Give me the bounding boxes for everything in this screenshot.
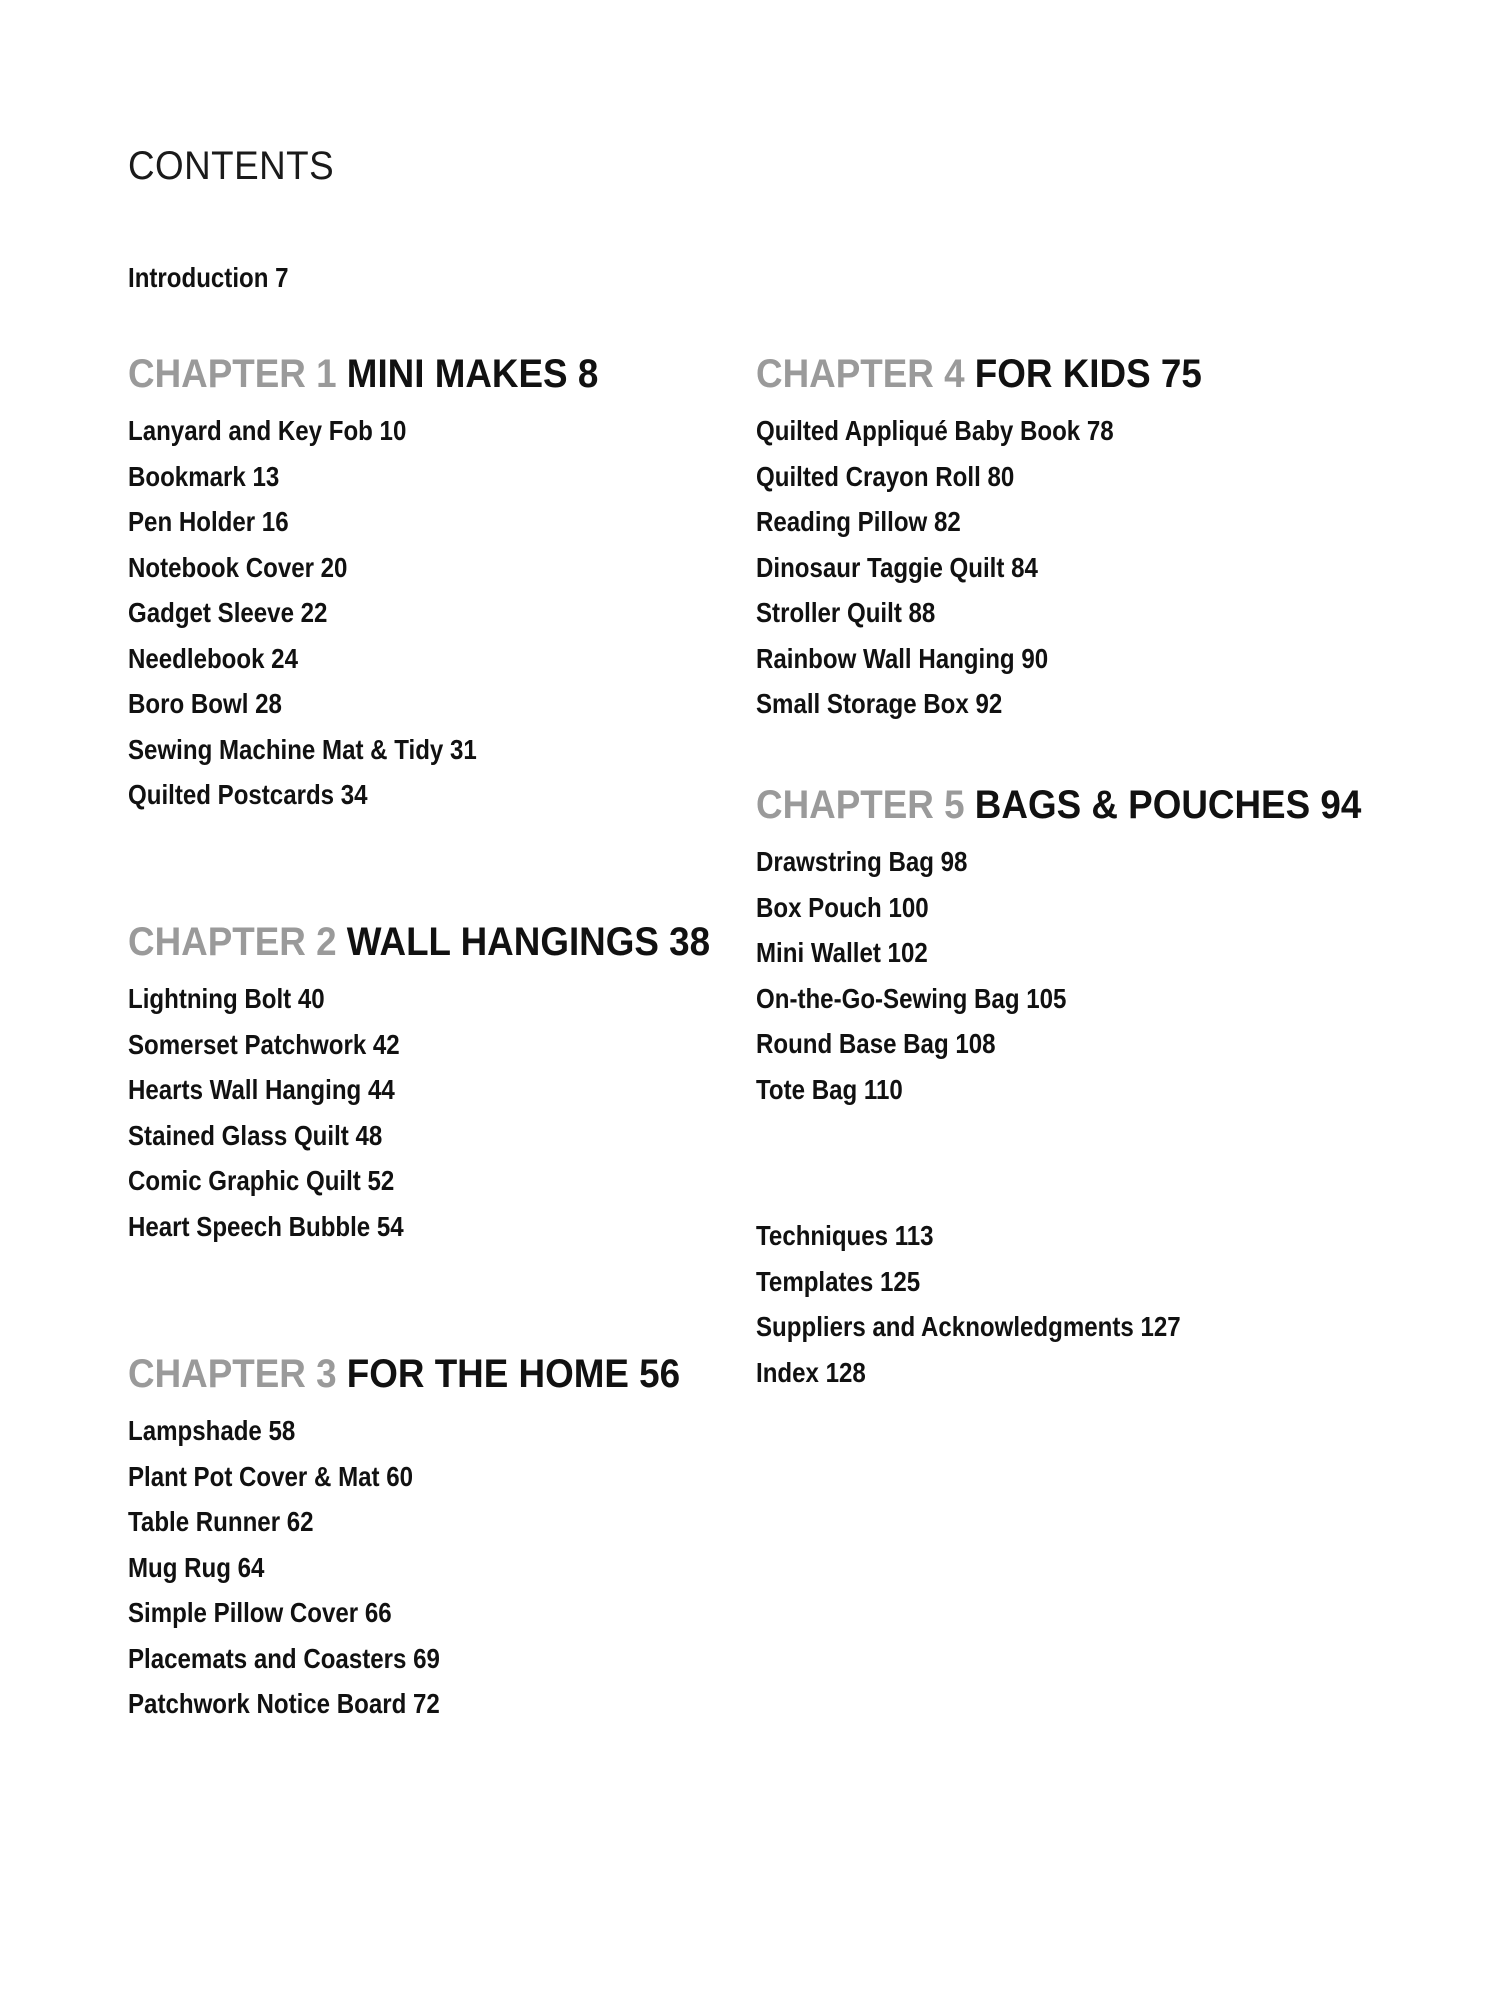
toc-entry[interactable]: Placemats and Coasters 69 — [128, 1642, 440, 1674]
chapter-heading[interactable] — [128, 1350, 680, 1398]
toc-entry[interactable]: Hearts Wall Hanging 44 — [128, 1074, 395, 1105]
toc-entry[interactable]: Mini Wallet 102 — [756, 937, 928, 968]
toc-entry[interactable]: Dinosaur Taggie Quilt 84 — [756, 551, 1038, 583]
chapter-heading[interactable] — [128, 350, 598, 398]
chapter-label: CHAPTER 5 — [756, 783, 965, 827]
toc-entry-suppliers[interactable]: Suppliers and Acknowledgments 127 — [756, 1311, 1181, 1342]
chapter-name: MINI MAKES 8 — [346, 352, 599, 396]
introduction-entry[interactable]: Introduction 7 — [128, 262, 289, 293]
chapter-label: CHAPTER 4 — [756, 352, 965, 396]
chapter-entries-list — [128, 1408, 728, 1727]
toc-entry[interactable]: Box Pouch 100 — [756, 891, 929, 923]
toc-entry-techniques[interactable]: Techniques 113 — [756, 1220, 934, 1251]
toc-entry[interactable]: Tote Bag 110 — [756, 1073, 903, 1105]
chapter-label: CHAPTER 1 — [128, 352, 337, 396]
toc-entry[interactable]: Table Runner 62 — [128, 1506, 314, 1537]
toc-entry[interactable]: Reading Pillow 82 — [756, 506, 961, 537]
chapter-4-section — [756, 350, 1241, 727]
chapter-heading[interactable] — [756, 781, 1361, 829]
toc-entry[interactable]: Mug Rug 64 — [128, 1551, 265, 1583]
toc-entry[interactable]: Quilted Postcards 34 — [128, 779, 368, 810]
toc-entry-templates[interactable]: Templates 125 — [756, 1265, 921, 1297]
toc-entry[interactable]: Heart Speech Bubble 54 — [128, 1210, 404, 1242]
chapter-entries-list — [128, 976, 761, 1249]
toc-entry[interactable]: Comic Graphic Quilt 52 — [128, 1165, 395, 1196]
toc-entry[interactable]: Drawstring Bag 98 — [756, 846, 968, 877]
toc-entry[interactable]: Patchwork Notice Board 72 — [128, 1688, 440, 1719]
toc-entry[interactable]: Bookmark 13 — [128, 460, 280, 492]
toc-entry[interactable]: Needlebook 24 — [128, 642, 298, 674]
chapter-1-section — [128, 350, 639, 818]
toc-entry[interactable]: Boro Bowl 28 — [128, 688, 282, 719]
chapter-label: CHAPTER 3 — [128, 1352, 337, 1396]
chapter-5-section — [756, 781, 1414, 1112]
chapter-heading[interactable] — [756, 350, 1202, 398]
toc-entry[interactable]: Gadget Sleeve 22 — [128, 597, 328, 628]
chapter-3-section — [128, 1350, 728, 1727]
toc-entry[interactable]: Small Storage Box 92 — [756, 688, 1003, 719]
toc-entry[interactable]: Simple Pillow Cover 66 — [128, 1597, 392, 1628]
chapter-name: FOR THE HOME 56 — [346, 1352, 681, 1396]
toc-entry[interactable]: Lampshade 58 — [128, 1415, 296, 1446]
page-title: CONTENTS — [128, 144, 335, 188]
chapter-entries-list — [756, 839, 1414, 1112]
toc-entry[interactable]: Somerset Patchwork 42 — [128, 1028, 400, 1060]
chapter-entries-list — [756, 408, 1241, 727]
toc-entry[interactable]: Quilted Crayon Roll 80 — [756, 460, 1015, 492]
toc-entry[interactable]: Rainbow Wall Hanging 90 — [756, 642, 1049, 674]
toc-entry[interactable]: Pen Holder 16 — [128, 506, 289, 537]
toc-entry[interactable]: Lightning Bolt 40 — [128, 983, 325, 1014]
toc-entry-index[interactable]: Index 128 — [756, 1356, 866, 1388]
chapter-entries-list — [128, 408, 639, 818]
toc-entry[interactable]: Notebook Cover 20 — [128, 551, 348, 583]
chapter-name: FOR KIDS 75 — [974, 352, 1202, 396]
toc-entry[interactable]: Stained Glass Quilt 48 — [128, 1119, 383, 1151]
chapter-label: CHAPTER 2 — [128, 920, 337, 964]
toc-entry[interactable]: Plant Pot Cover & Mat 60 — [128, 1460, 414, 1492]
toc-entry[interactable]: Round Base Bag 108 — [756, 1028, 996, 1059]
chapter-name: WALL HANGINGS 38 — [346, 920, 711, 964]
chapter-heading[interactable] — [128, 918, 710, 966]
back-matter-list — [756, 1213, 1250, 1395]
chapter-2-section — [128, 918, 761, 1249]
toc-entry[interactable]: Lanyard and Key Fob 10 — [128, 415, 407, 446]
chapter-name: BAGS & POUCHES 94 — [974, 783, 1362, 827]
toc-entry[interactable]: Quilted Appliqué Baby Book 78 — [756, 415, 1114, 446]
toc-entry[interactable]: Stroller Quilt 88 — [756, 597, 936, 628]
toc-entry[interactable]: Sewing Machine Mat & Tidy 31 — [128, 733, 477, 765]
toc-entry[interactable]: On-the-Go-Sewing Bag 105 — [756, 982, 1067, 1014]
